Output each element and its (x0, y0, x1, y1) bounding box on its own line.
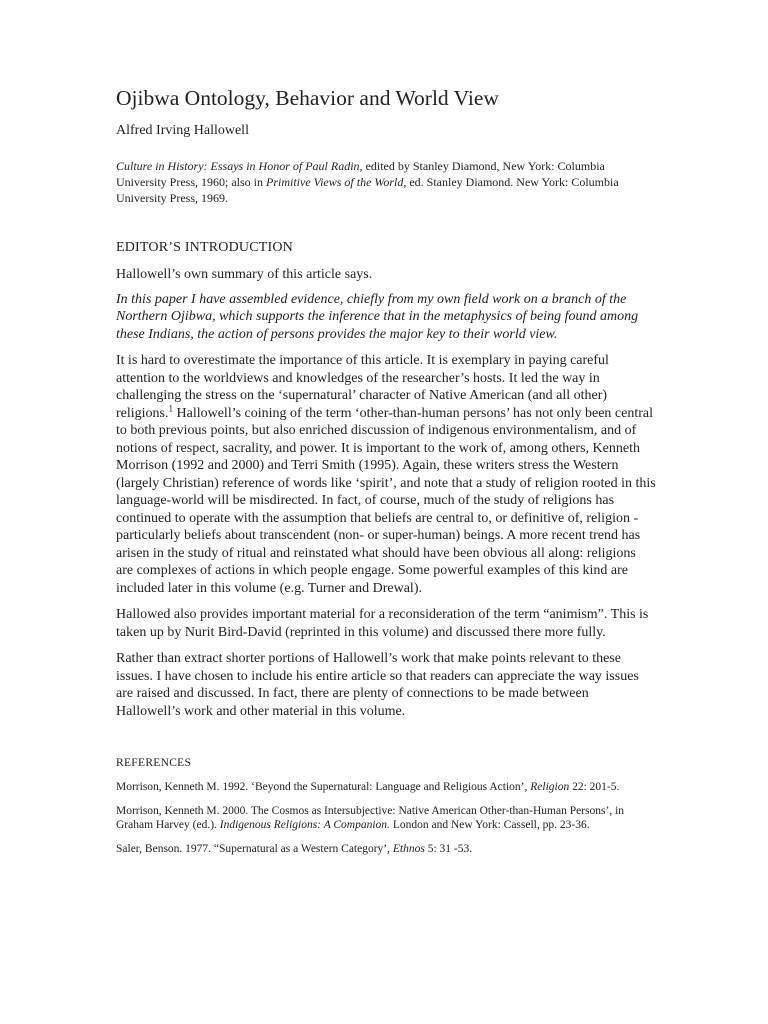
source-reprint-title: Primitive Views of the World (266, 175, 404, 189)
reference-italic: Religion (530, 781, 570, 793)
document-page (116, 84, 656, 856)
document-title: Ojibwa Ontology, Behavior and World View (116, 86, 499, 110)
reference-text: Morrison, Kenneth M. 2000. The Cosmos as Intersubjective: Native American Other-than-Human Persons’, in Graham Harvey (ed.). (116, 804, 625, 831)
reference-item (116, 842, 656, 857)
reference-text-end: 5: 31 -53. (424, 842, 473, 855)
source-book-title: Culture in History: Essays in Honor of Paul Radin, (116, 159, 363, 173)
source-text-1: edited by Stanley Diamond, New York: Columbia University Press, 1960; also in (116, 159, 605, 189)
para1-text-a: It is hard to overestimate the importance of this article. It is exemplary in paying careful attention to the worldviews and knowledges of the researcher’s hosts. It led the way in challenging the stress on the ‘supernatural’ character of Native American (and all other) religions. (116, 353, 609, 421)
body-paragraph-2: Hallowed also provides important material for a reconsideration of the term “animism”. This is taken up by Nurit Bird-David (reprinted in this volume) and discussed there more fully. (116, 607, 649, 640)
reference-text-end: 22: 201-5. (569, 781, 620, 793)
reference-text: Morrison, Kenneth M. 1992. ‘Beyond the Supernatural: Language and Religious Action’, (116, 781, 531, 793)
summary-quote: In this paper I have assembled evidence, chiefly from my own field work on a branch of the Northern Ojibwa, which supports the inference that in the metaphysics of being found among these Indians, the action of persons provides the major key to their world view. (116, 291, 639, 342)
intro-heading: EDITOR’S INTRODUCTION (116, 240, 293, 255)
reference-item (116, 804, 656, 833)
reference-text-end: London and New York: Cassell, pp. 23-36. (389, 819, 590, 831)
summary-line: Hallowell’s own summary of this article says. (116, 267, 373, 282)
para1-text-b: Hallowell’s coining of the term ‘other-than-human persons’ has not only been central to both previous points, but also enriched discussion of indigenous environmentalism, and of notions of respect, sacrality, and power. It is important to the work of, among others, Kenneth Morrison (1992 and 2000) and Terri Smith (1995). Again, these writers stress the Western (largely Christian) reference of words like ‘spirit’, and note that a study of religion rooted in this language-world will be misdirected. In fact, of course, much of the study of religions has continued to operate with the assumption that beliefs are central to, or definitive of, religion - particularly beliefs about transcendent (non- or super-human) beings. A more recent trend has arisen in the study of ritual and reinstated what should have been obvious all along: religions are complexes of actions in which people engage. Some powerful examples of this kind are included later in this volume (e.g. Turner and Drewal). (116, 405, 656, 596)
reference-text: Saler, Benson. 1977. “Supernatural as a Western Category’, (116, 842, 393, 855)
body-paragraph-1 (116, 352, 656, 597)
reference-italic: Indigenous Religions: A Companion. (219, 819, 390, 831)
source-text-2: , ed. Stanley Diamond. New York: Columbia University Press, 1969. (116, 175, 619, 205)
body-paragraph-3: Rather than extract shorter portions of Hallowell’s work that make points relevant to these issues. I have chosen to include his entire article so that readers can appreciate the way issues are raised and discussed. In fact, there are plenty of connections to be made between Hallowell’s work and other material in this volume. (116, 651, 639, 719)
source-citation (116, 158, 656, 206)
reference-italic: Ethnos (392, 842, 425, 855)
references-heading: REFERENCES (116, 757, 192, 769)
author-name: Alfred Irving Hallowell (116, 123, 249, 138)
reference-item (116, 780, 656, 795)
footnote-marker[interactable]: 1 (168, 402, 173, 413)
